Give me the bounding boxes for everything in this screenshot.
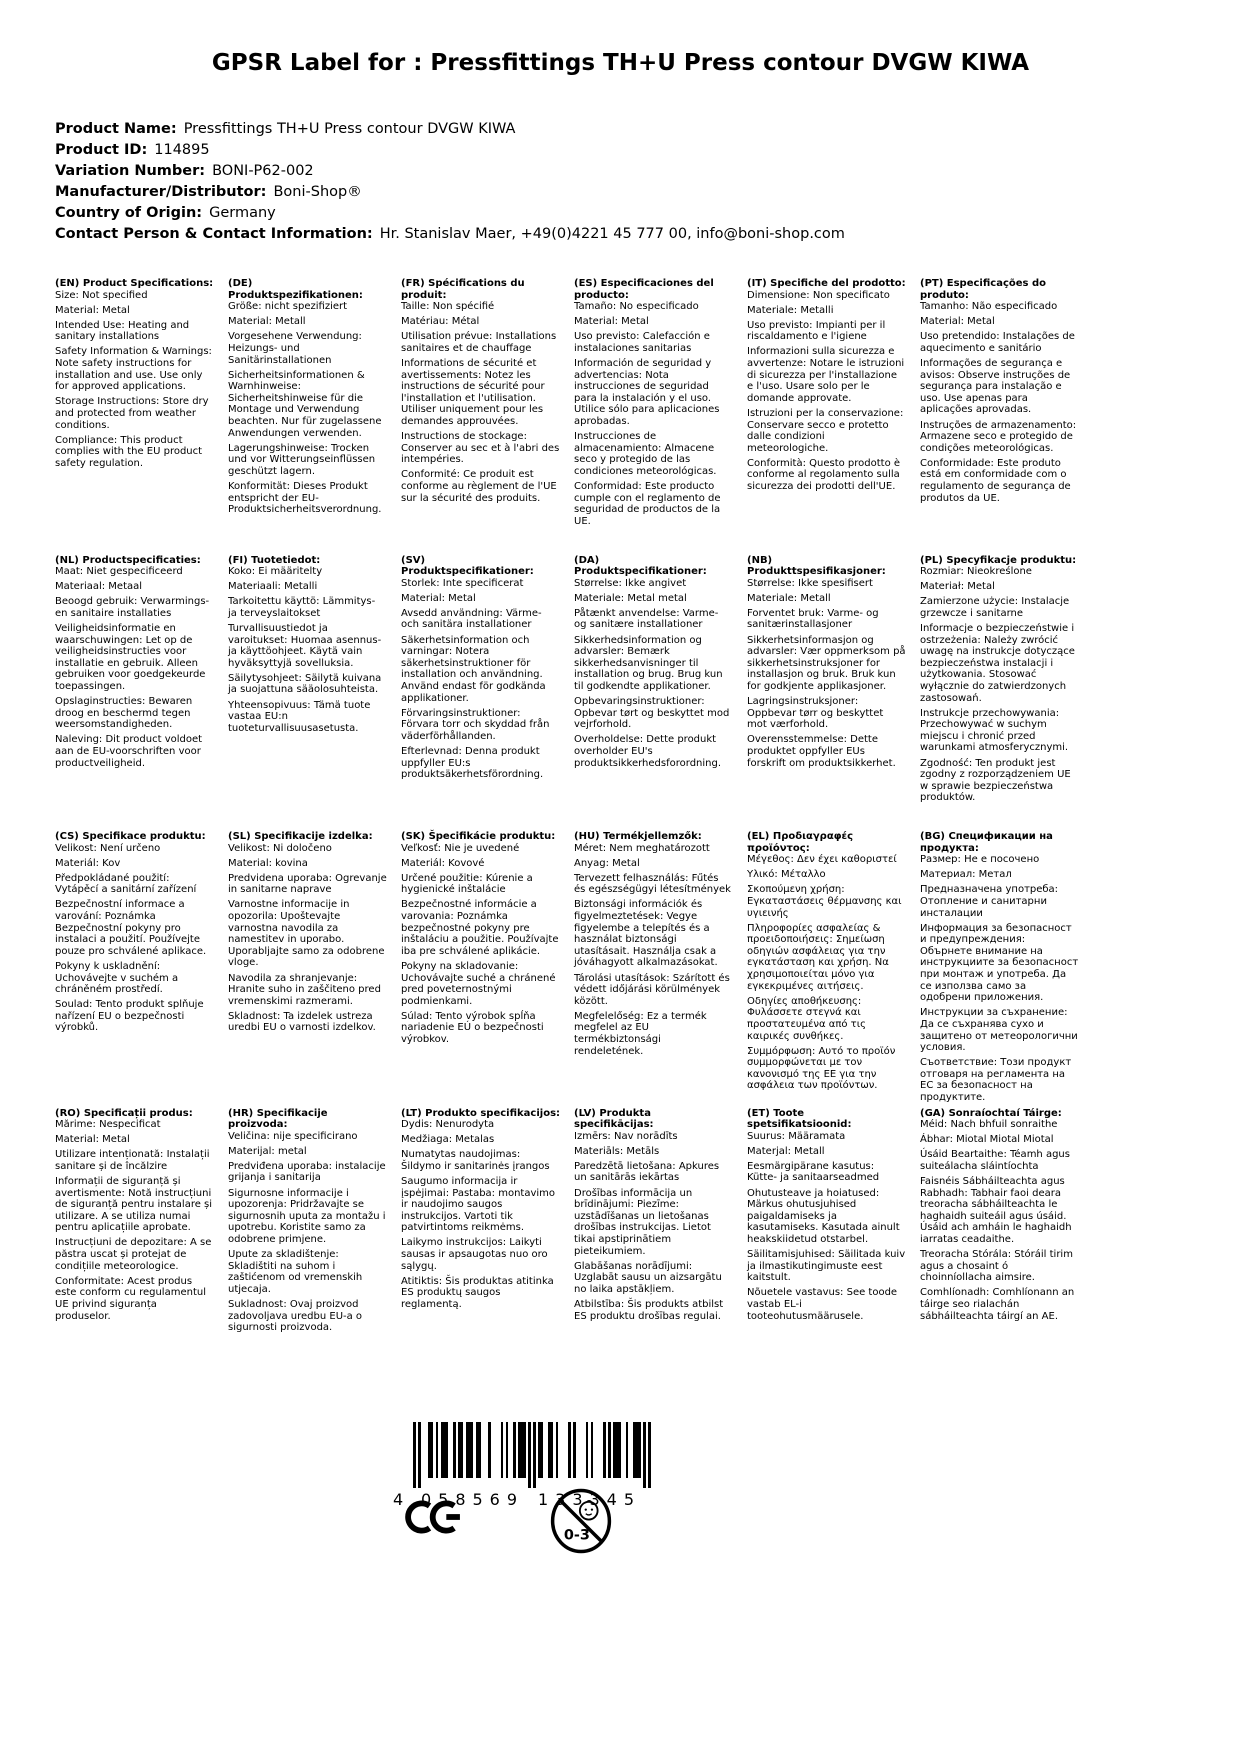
- section-bg: [920, 831, 1079, 1104]
- spec-item: Uso pretendido: Instalações de aquecimento e sanitário: [920, 331, 1075, 354]
- spec-item: Súlad: Tento výrobok spĺňa nariadenie EÚ o bezpečnosti výrobkov.: [401, 1010, 544, 1045]
- spec-item: Mărime: Nespecificat: [55, 1119, 161, 1131]
- spec-item: Utilizare intenționată: Instalații sanitare și de încălzire: [55, 1149, 210, 1172]
- spec-item: Storlek: Inte specificerat: [401, 577, 524, 589]
- age-range-label: 0-3: [563, 1527, 590, 1544]
- section-heading: (SK) Špecifikácie produktu:: [401, 831, 556, 842]
- spec-item: Informații de siguranță și avertismente: Notă instrucțiuni de siguranță pentru instalare și utilizare. A se utiliza numai pentru aplicațiile aprobate.: [55, 1175, 213, 1234]
- spec-item: Sukladnost: Ovaj proizvod zadovoljava uredbu EU-a o sigurnosti proizvoda.: [228, 1298, 363, 1334]
- section-heading: (CS) Specifikace produktu:: [55, 831, 206, 842]
- info-label: Manufacturer/Distributor:: [55, 184, 267, 200]
- spec-item: Påtænkt anvendelse: Varme- og sanitære installationer: [574, 607, 719, 631]
- spec-item: Materiale: Metalli: [747, 304, 834, 316]
- spec-item: Izmērs: Nav norādīts: [574, 1130, 678, 1142]
- info-row-country: [55, 203, 845, 224]
- barcode-first-digit: 4: [393, 1490, 404, 1509]
- spec-item: Eesmärgipärane kasutus: Kütte- ja sanitaarseadmed: [747, 1160, 880, 1184]
- info-value: BONI-P62-002: [212, 163, 314, 179]
- spec-item: Ohutusteave ja hoiatused: Märkus ohutusjuhised paigaldamiseks ja kasutamiseks. Kasutada ainult heakskiidetud otstarbel.: [747, 1187, 900, 1245]
- section-body: [920, 854, 1079, 1103]
- section-heading: (FR) Spécifications du produit:: [401, 278, 525, 301]
- section-en: [55, 278, 214, 469]
- section-body: [574, 301, 733, 527]
- section-heading: (EL) Προδιαγραφές προϊόντος:: [747, 831, 854, 854]
- spec-item: Informations de sécurité et avertissements: Notez les instructions de sécurité pour l'installation et l'utilisation. Utiliser uniquement pour les demandes approuvées.: [401, 358, 545, 428]
- spec-item: Drošības informācija un brīdinājumi: Piezīme: uzstādīšanas un lietošanas drošības instrukcijas. Lietot tikai apstiprinātiem pieteikumiem.: [574, 1187, 711, 1257]
- spec-item: Material: Metal: [401, 592, 476, 604]
- spec-item: Veľkosť: Nie je uvedené: [401, 842, 520, 854]
- info-row-contact: [55, 224, 845, 245]
- section-body: [228, 566, 387, 734]
- info-row-product-id: [55, 140, 845, 161]
- language-grid: [55, 278, 1085, 1384]
- spec-item: Σκοπούμενη χρήση: Εγκαταστάσεις θέρμανσης και υγιεινής: [747, 884, 902, 919]
- spec-item: Atitiktis: Šis produktas atitinka ES produktų saugos reglamentą.: [401, 1275, 554, 1310]
- spec-item: Lagringsinstruksjoner: Oppbevar tørr og beskyttet mot værforhold.: [747, 696, 884, 731]
- section-body: [55, 566, 214, 769]
- section-sk: [401, 831, 560, 1046]
- spec-item: Předpokládané použití: Vytápěcí a sanitární zařízení: [55, 872, 197, 896]
- spec-item: Forventet bruk: Varme- og sanitærinstallasjoner: [747, 607, 879, 631]
- barcode-bars: [413, 1422, 651, 1488]
- spec-item: Materiał: Metal: [920, 581, 995, 593]
- section-heading: (HU) Termékjellemzők:: [574, 831, 702, 842]
- section-body: [574, 1131, 733, 1322]
- section-heading: (IT) Specifiche del prodotto:: [747, 278, 906, 289]
- section-body: [401, 301, 560, 504]
- section-body: [55, 1119, 214, 1322]
- section-body: [55, 843, 214, 1034]
- section-heading: (NB) Produkttspesifikasjoner:: [747, 554, 886, 578]
- barcode-left-digits: 058569: [420, 1490, 525, 1509]
- spec-item: Størrelse: Ikke angivet: [574, 577, 687, 589]
- spec-item: Atbilstība: Šis produkts atbilst ES produktu drošības regulai.: [574, 1298, 724, 1322]
- spec-item: Safety Information & Warnings: Note safety instructions for installation and use. Use only for approved applications.: [55, 346, 212, 393]
- spec-item: Konformität: Dieses Produkt entspricht der EU-Produktsicherheitsverordnung.: [228, 481, 382, 516]
- spec-item: Material: Metal: [574, 316, 649, 328]
- spec-item: Suurus: Määramata: [747, 1130, 846, 1142]
- spec-item: Conformidad: Este producto cumple con el reglamento de seguridad de productos de la UE.: [574, 481, 721, 527]
- spec-item: Turvallisuustiedot ja varoitukset: Huomaa asennus- ja käyttöohjeet. Käytä vain hyväksyttyjä sovelluksia.: [228, 622, 382, 669]
- spec-item: Rozmiar: Nieokreślone: [920, 566, 1032, 578]
- spec-item: Conformité: Ce produit est conforme au règlement de l'UE sur la sécurité des produits.: [401, 469, 557, 504]
- section-body: [228, 301, 387, 516]
- spec-item: Určené použitie: Kúrenie a hygienické inštalácie: [401, 872, 533, 896]
- spec-item: Materiaal: Metaal: [55, 581, 143, 593]
- spec-item: Informacje o bezpieczeństwie i ostrzeżenia: Należy zwrócić uwagę na instrukcje dotyczące bezpieczeństwa instalacji i użytkowania. Stosować wyłącznie do zatwierdzonych zastosowań.: [920, 622, 1075, 704]
- section-el: [747, 831, 906, 1092]
- spec-item: Velikost: Ni določeno: [228, 842, 332, 854]
- spec-item: Información de seguridad y advertencias: Nota instrucciones de seguridad para la instalación y el uso. Utilice sólo para aplicaciones aprobadas.: [574, 358, 720, 428]
- section-hu: [574, 831, 733, 1057]
- spec-item: Tárolási utasítások: Szárított és védett időjárási körülmények között.: [574, 972, 730, 1007]
- spec-item: Materjal: Metall: [747, 1145, 825, 1157]
- age-warning-0-3-icon: [549, 1486, 613, 1560]
- spec-item: Méid: Nach bhfuil sonraithe: [920, 1119, 1058, 1131]
- section-heading: (SL) Specifikacije izdelka:: [228, 831, 373, 842]
- spec-item: Material: Metal: [55, 304, 130, 316]
- section-nl: [55, 555, 214, 770]
- spec-item: Numatytas naudojimas: Šildymo ir sanitarinės įrangos: [401, 1149, 550, 1172]
- info-label: Contact Person & Contact Information:: [55, 226, 373, 242]
- section-body: [747, 854, 906, 1092]
- spec-item: Conformidade: Este produto está em conformidade com o regulamento de segurança de produtos da UE.: [920, 457, 1071, 504]
- spec-item: Megfelelőség: Ez a termék megfelel az EU termékbiztonsági rendeletének.: [574, 1010, 707, 1057]
- section-heading: (DA) Produktspecifikationer:: [574, 554, 707, 578]
- spec-item: Istruzioni per la conservazione: Conservare secco e protetto dalle condizioni meteorologiche.: [747, 407, 904, 454]
- spec-item: Οδηγίες αποθήκευσης: Φυλάσσετε στεγνά και προστατευμένα από τις καιρικές συνθήκες.: [747, 995, 866, 1042]
- spec-item: Velikost: Není určeno: [55, 842, 161, 854]
- section-fr: [401, 278, 560, 504]
- spec-item: Veiligheidsinformatie en waarschuwingen: Let op de veiligheidsinstructies voor installatie en gebruik. Alleen gebruiken voor goedgekeurde toepassingen.: [55, 622, 206, 692]
- spec-item: Dydis: Nenurodyta: [401, 1119, 495, 1131]
- info-label: Variation Number:: [55, 163, 206, 179]
- info-value: Pressfittings TH+U Press contour DVGW KIWA: [183, 121, 516, 137]
- spec-item: Pokyny na skladovanie: Uchovávajte suché a chránené pred poveternostnými podmienkami.: [401, 960, 556, 1007]
- section-hr: [228, 1108, 387, 1334]
- spec-item: Treoracha Stórála: Stóráil tirim agus a chosaint ó choinníollacha aimsire.: [920, 1249, 1073, 1284]
- spec-item: Υλικό: Μέταλλο: [747, 869, 826, 881]
- section-heading: (EN) Product Specifications:: [55, 278, 214, 289]
- spec-item: Vorgesehene Verwendung: Heizungs- und Sanitärinstallationen: [228, 331, 362, 366]
- info-label: Product ID:: [55, 142, 148, 158]
- spec-item: Koko: Ei määritelty: [228, 566, 323, 578]
- info-label: Country of Origin:: [55, 205, 203, 221]
- spec-item: Съответствие: Този продукт отговаря на регламента на ЕС за безопасност на продуктите.: [920, 1057, 1072, 1103]
- section-body: [747, 290, 906, 493]
- spec-item: Sigurnosne informacije i upozorenja: Pridržavajte se sigurnosnih uputa za montažu i upotrebu. Koristite samo za odobrene primjene.: [228, 1187, 386, 1245]
- spec-item: Úsáid Beartaithe: Téamh agus suiteálacha sláintíochta: [920, 1149, 1070, 1172]
- section-heading: (SV) Produktspecifikationer:: [401, 554, 534, 578]
- spec-item: Materiál: Kov: [55, 857, 121, 869]
- spec-item: Laikymo instrukcijos: Laikyti sausas ir apsaugotas nuo oro sąlygų.: [401, 1237, 548, 1272]
- spec-item: Информация за безопасност и предупреждения: Обърнете внимание на инструкциите за безопасност при монтаж и употреба. Да се използва само за одобрени приложения.: [920, 922, 1079, 1004]
- spec-item: Dimensione: Non specificato: [747, 289, 890, 301]
- spec-item: Material: Metal: [920, 316, 995, 328]
- spec-item: Materiál: Kovové: [401, 857, 485, 869]
- spec-item: Upute za skladištenje: Skladištiti na suhom i zaštićenom od vremenskih utjecaja.: [228, 1249, 363, 1295]
- spec-item: Størrelse: Ikke spesifisert: [747, 577, 873, 589]
- spec-item: Beoogd gebruik: Verwarmings- en sanitaire installaties: [55, 596, 210, 619]
- spec-item: Soulad: Tento produkt splňuje nařízení EU o bezpečnosti výrobků.: [55, 999, 204, 1034]
- section-body: [401, 578, 560, 781]
- spec-item: Размер: Не е посочено: [920, 854, 1040, 866]
- spec-item: Πληροφορίες ασφαλείας & προειδοποιήσεις: Σημείωση οδηγιών ασφάλειας για την εγκατάσταση και χρήση. Να χρησιμοποιείται μόνο για εγκεκριμένες αιτήσεις.: [747, 922, 889, 992]
- spec-item: Compliance: This product complies with the EU product safety regulation.: [55, 434, 203, 469]
- spec-item: Veličina: nije specificirano: [228, 1130, 358, 1142]
- spec-item: Size: Not specified: [55, 289, 148, 301]
- spec-item: Predvidena uporaba: Ogrevanje in sanitarne naprave: [228, 872, 387, 896]
- spec-item: Biztonsági információk és figyelmeztetések: Vegye figyelembe a telepítés és a használat biztonsági utasításait. Használja csak a jóváhagyott alkalmazásokat.: [574, 899, 718, 969]
- spec-item: Tervezett felhasználás: Fűtés és egészségügyi létesítmények: [574, 872, 731, 896]
- section-body: [747, 578, 906, 769]
- section-body: [228, 1131, 387, 1334]
- spec-item: Informações de segurança e avisos: Observe instruções de segurança para instalação e uso. Use apenas para aplicações aprovadas.: [920, 358, 1071, 416]
- section-body: [747, 1131, 906, 1322]
- spec-item: Uso previsto: Impianti per il riscaldamento e l'igiene: [747, 319, 886, 343]
- spec-item: Saugumo informacija ir įspėjimai: Pastaba: montavimo ir naudojimo saugos instrukcijos. Vartoti tik patvirtintoms reikmėms.: [401, 1175, 556, 1234]
- spec-item: Predviđena uporaba: instalacije grijanja i sanitarija: [228, 1160, 386, 1184]
- section-et: [747, 1108, 906, 1323]
- section-body: [574, 578, 733, 769]
- section-heading: (ES) Especificaciones del producto:: [574, 278, 714, 301]
- spec-item: Bezpečnostní informace a varování: Poznámka Bezpečnostní pokyny pro instalaci a použití. Používejte pouze pro schválené aplikace.: [55, 899, 207, 957]
- spec-item: Tamanho: Não especificado: [920, 301, 1058, 313]
- spec-item: Sikkerhedsinformation og advarsler: Bemærk sikkerhedsanvisninger til installation og brug. Brug kun til godkendte applikationer.: [574, 634, 723, 692]
- spec-item: Conformità: Questo prodotto è conforme al regolamento sulla sicurezza dei prodotti dell'UE.: [747, 457, 901, 492]
- section-es: [574, 278, 733, 527]
- section-body: [920, 1119, 1079, 1322]
- spec-item: Material: kovina: [228, 857, 308, 869]
- spec-item: Utilisation prévue: Installations sanitaires et de chauffage: [401, 331, 557, 354]
- section-body: [401, 843, 560, 1046]
- spec-item: Συμμόρφωση: Αυτό το προϊόν συμμορφώνεται με τον κανονισμό της ΕΕ για την ασφάλεια των προϊόντων.: [747, 1045, 896, 1092]
- spec-item: Ábhar: Miotal Miotal Miotal: [920, 1134, 1054, 1146]
- section-heading: (RO) Specificații produs:: [55, 1107, 193, 1119]
- spec-item: Größe: nicht spezifiziert: [228, 301, 348, 313]
- section-body: [401, 1119, 560, 1310]
- spec-item: Méret: Nem meghatározott: [574, 842, 710, 854]
- spec-item: Yhteensopivuus: Tämä tuote vastaa EU:n tuoteturvallisuusasetusta.: [228, 699, 371, 734]
- spec-item: Comhlíonadh: Comhlíonann an táirge seo rialachán sábháilteachta táirgí an AE.: [920, 1287, 1075, 1322]
- section-heading: (HR) Specifikacije proizvoda:: [228, 1107, 328, 1131]
- spec-item: Opbevaringsinstruktioner: Opbevar tørt og beskyttet mod vejrforhold.: [574, 696, 730, 731]
- spec-item: Предназначена употреба: Отопление и санитарни инсталации: [920, 884, 1059, 919]
- section-heading: (PT) Especificações do produto:: [920, 278, 1046, 301]
- spec-item: Opslaginstructies: Bewaren droog en beschermd tegen weersomstandigheden.: [55, 696, 193, 731]
- barcode-right-digits: 133345: [537, 1490, 642, 1509]
- section-lt: [401, 1108, 560, 1311]
- spec-item: Instrucciones de almacenamiento: Almacene seco y protegido de las condiciones meteorológicas.: [574, 431, 717, 477]
- spec-item: Conformitate: Acest produs este conform cu regulamentul UE privind siguranța produselor.: [55, 1275, 206, 1322]
- spec-item: Instructions de stockage: Conserver au sec et à l'abri des intempéries.: [401, 431, 560, 466]
- section-heading: (PL) Specyfikacje produktu:: [920, 554, 1077, 566]
- section-sv: [401, 555, 560, 781]
- section-heading: (BG) Спецификации на продукта:: [920, 831, 1053, 854]
- section-body: [574, 843, 733, 1058]
- section-ro: [55, 1108, 214, 1323]
- spec-item: Materiaali: Metalli: [228, 581, 318, 593]
- spec-item: Overholdelse: Dette produkt overholder EU's produktsikkerhedsforordning.: [574, 734, 722, 769]
- section-heading: (ET) Toote spetsifikatsioonid:: [747, 1107, 852, 1131]
- spec-item: Lagerungshinweise: Trocken und vor Witterungseinflüssen geschützt lagern.: [228, 442, 376, 477]
- spec-item: Efterlevnad: Denna produkt uppfyller EU:s produktsäkerhetsförordning.: [401, 745, 544, 781]
- spec-item: Tamaño: No especificado: [574, 301, 699, 313]
- spec-item: Materiāls: Metāls: [574, 1145, 660, 1157]
- info-value: Germany: [209, 205, 276, 221]
- spec-item: Säilitamisjuhised: Säilitada kuiv ja ilmastikutingimuste eest kaitstult.: [747, 1249, 906, 1284]
- section-heading: (FI) Tuotetiedot:: [228, 554, 321, 566]
- spec-item: Maat: Niet gespecificeerd: [55, 566, 183, 578]
- section-ga: [920, 1108, 1079, 1323]
- spec-item: Navodila za shranjevanje: Hranite suho in zaščiteno pred vremenskimi razmerami.: [228, 972, 381, 1007]
- section-pt: [920, 278, 1079, 504]
- section-heading: (LV) Produkta specifikācijas:: [574, 1107, 654, 1131]
- section-heading: (DE) Produktspezifikationen:: [228, 278, 363, 301]
- spec-item: Varnostne informacije in opozorila: Upoštevajte varnostna navodila za namestitev in uporabo. Uporabljajte samo za odobrene vloge.: [228, 899, 385, 969]
- section-cs: [55, 831, 214, 1034]
- spec-item: Μέγεθος: Δεν έχει καθοριστεί: [747, 854, 897, 866]
- spec-item: Material: Metall: [228, 316, 306, 328]
- spec-item: Инструкции за съхранение: Да се съхранява сухо и защитено от метеорологични условия.: [920, 1007, 1078, 1054]
- spec-item: Skladnost: Ta izdelek ustreza uredbi EU o varnosti izdelkov.: [228, 1010, 376, 1034]
- spec-item: Uso previsto: Calefacción e instalaciones sanitarias: [574, 331, 710, 354]
- spec-item: Tarkoitettu käyttö: Lämmitys- ja terveyslaitokset: [228, 596, 376, 619]
- spec-item: Säilytysohjeet: Säilytä kuivana ja suojattuna sääolosuhteista.: [228, 672, 382, 696]
- spec-item: Intended Use: Heating and sanitary installations: [55, 319, 190, 343]
- spec-item: Materijal: metal: [228, 1145, 307, 1157]
- section-heading: (LT) Produkto specifikacijos:: [401, 1107, 561, 1119]
- spec-item: Overensstemmelse: Dette produktet oppfyller EUs forskrift om produktsikkerhet.: [747, 734, 896, 769]
- ce-mark-icon: [405, 1494, 463, 1544]
- section-body: [920, 566, 1079, 804]
- spec-item: Sicherheitsinformationen & Warnhinweise: Sicherheitshinweise für die Montage und Verwendung beachten. Nur für zugelassene Anwendungen verwenden.: [228, 369, 382, 439]
- section-nb: [747, 555, 906, 770]
- info-label: Product Name:: [55, 121, 177, 137]
- section-fi: [228, 555, 387, 735]
- spec-item: Materiale: Metal metal: [574, 592, 687, 604]
- spec-item: Pokyny k uskladnění: Uchovávejte v suchém a chráněném prostředí.: [55, 960, 179, 996]
- spec-item: Instrukcje przechowywania: Przechowywać w suchym miejscu i chronić przed warunkami atmosferycznymi.: [920, 707, 1069, 754]
- spec-item: Zgodność: Ten produkt jest zgodny z rozporządzeniem UE w sprawie bezpieczeństwa produktów.: [920, 757, 1071, 804]
- spec-item: Zamierzone użycie: Instalacje grzewcze i sanitarne: [920, 596, 1070, 619]
- page-title: GPSR Label for : Pressfittings TH+U Press contour DVGW KIWA: [211, 50, 1030, 76]
- spec-item: Instrucțiuni de depozitare: A se păstra uscat și protejat de condițiile meteorologice.: [55, 1237, 212, 1272]
- spec-item: Paredzētā lietošana: Apkures un sanitārās iekārtas: [574, 1160, 720, 1184]
- spec-item: Taille: Non spécifié: [401, 301, 495, 313]
- spec-item: Instruções de armazenamento: Armazene seco e protegido de condições meteorológicas.: [920, 419, 1077, 454]
- spec-item: Sikkerhetsinformasjon og advarsler: Vær oppmerksom på sikkerhetsinstruksjoner for installasjon og bruk. Bruk kun for godkjente applikasjoner.: [747, 634, 906, 692]
- info-row-manufacturer: [55, 182, 845, 203]
- spec-item: Naleving: Dit product voldoet aan de EU-voorschriften voor productveiligheid.: [55, 734, 203, 769]
- spec-item: Bezpečnostné informácie a varovania: Poznámka bezpečnostné pokyny pre inštaláciu a použitie. Používajte iba pre schválené aplikácie.: [401, 899, 559, 957]
- section-de: [228, 278, 387, 516]
- section-body: [228, 843, 387, 1034]
- spec-item: Förvaringsinstruktioner: Förvara torr och skyddad från väderförhållanden.: [401, 707, 550, 742]
- spec-item: Materiale: Metall: [747, 592, 831, 604]
- spec-item: Glabāšanas norādījumi: Uzglabāt sausu un aizsargātu no laika apstākļiem.: [574, 1260, 722, 1295]
- section-lv: [574, 1108, 733, 1323]
- section-da: [574, 555, 733, 770]
- section-heading: (GA) Sonraíochtaí Táirge:: [920, 1107, 1062, 1119]
- section-sl: [228, 831, 387, 1034]
- info-value: Boni-Shop®: [273, 184, 362, 200]
- spec-item: Material: Metal: [55, 1134, 130, 1146]
- spec-item: Medžiaga: Metalas: [401, 1134, 495, 1146]
- spec-item: Informazioni sulla sicurezza e avvertenze: Notare le istruzioni di sicurezza per l'installazione e l'uso. Usare solo per le domande approvate.: [747, 346, 905, 404]
- spec-item: Nõuetele vastavus: See toode vastab EL-i tooteohutusmäärusele.: [747, 1287, 898, 1322]
- spec-item: Storage Instructions: Store dry and protected from weather conditions.: [55, 396, 209, 431]
- section-heading: (NL) Productspecificaties:: [55, 554, 201, 566]
- section-pl: [920, 555, 1079, 804]
- spec-item: Matériau: Métal: [401, 316, 480, 328]
- info-row-product-name: [55, 119, 845, 140]
- info-row-variation-number: [55, 161, 845, 182]
- section-it: [747, 278, 906, 493]
- spec-item: Faisnéis Sábháilteachta agus Rabhadh: Tabhair faoi deara treoracha sábháilteachta le haghaidh suiteáil agus úsáid. Úsáid ach amháin le haghaidh iarratas ceadaithe.: [920, 1175, 1072, 1245]
- spec-item: Avsedd användning: Värme- och sanitära installationer: [401, 607, 542, 631]
- spec-item: Материал: Метал: [920, 869, 1012, 881]
- section-body: [920, 301, 1079, 504]
- info-value: 114895: [154, 142, 210, 158]
- product-info-block: [55, 119, 845, 245]
- spec-item: Säkerhetsinformation och varningar: Notera säkerhetsinstruktioner för installation och användning. Använd endast för godkända applikationer.: [401, 634, 546, 704]
- info-value: Hr. Stanislav Maer, +49(0)4221 45 777 00, info@boni-shop.com: [379, 226, 845, 242]
- section-body: [55, 290, 214, 470]
- spec-item: Anyag: Metal: [574, 857, 640, 869]
